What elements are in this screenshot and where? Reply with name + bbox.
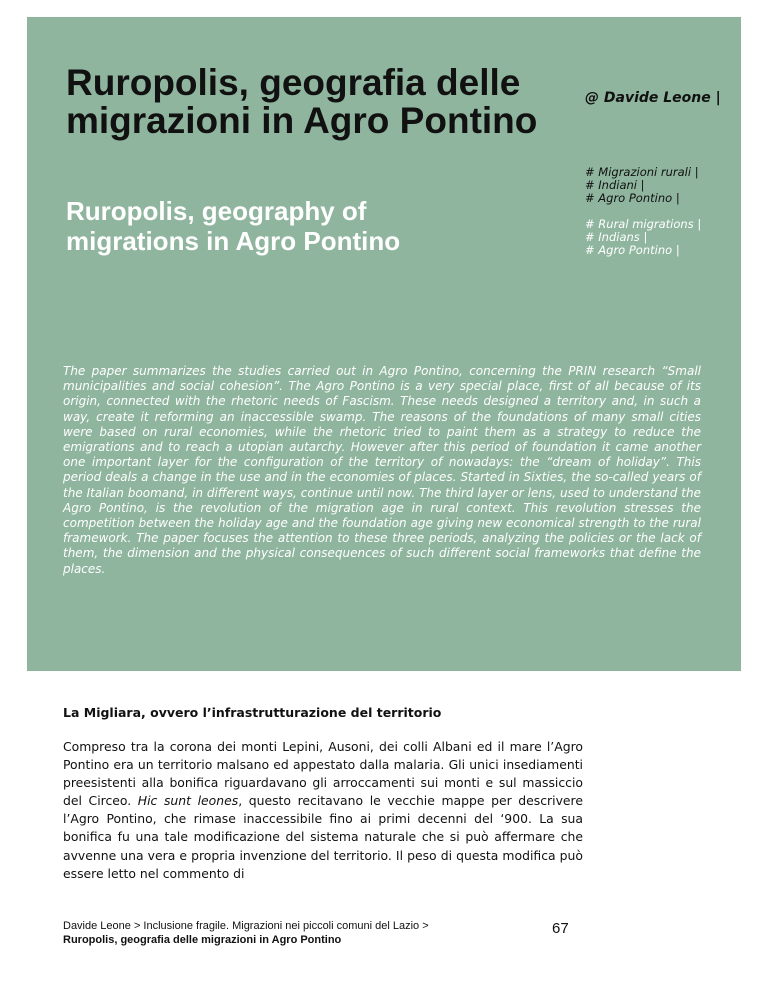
latin-phrase: Hic sunt leones [137,793,239,809]
keywords-english [585,218,735,257]
footer-breadcrumb: Davide Leone > Inclusione fragile. Migrazioni nei piccoli comuni del Lazio > [63,920,429,932]
article-subtitle-english: Ruropolis, geography of migrations in Agro Pontino [66,196,401,256]
keyword: # Rural migrations | [585,217,702,231]
keyword: # Agro Pontino | [585,243,680,257]
abstract: The paper summarizes the studies carried out in Agro Pontino, concerning the PRIN research “Small municipalities and social cohesion”. The Agro Pontino is a very special place, first of all because of its origin, connected with the rhetoric needs of Fascism. These needs designed a territory and, in such a way, create it reforming an inaccessible swamp. The reasons of the foundations of many small cities were based on rural economies, while the rhetoric tried to paint them as a strategy to reduce the emigrations and to reach a utopian autarchy. However after this period of foundation it came another one important layer for the configuration of the territory of nowadays: the “dream of holiday”. This period deals a change in the use and in the economies of places. Started in Sixties, the so-called years of the Italian boomand, in different ways, continue until now. The third layer or lens, used to understand the Agro Pontino, is the revolution of the migration age in rural context. This revolution stresses the competition between the holiday age and the foundation age giving new economical strength to the rural framework. The paper focuses the attention to these three periods, analyzing the policies or the lack of them, the dimension and the physical consequences of such different social frameworks that define the places. [63,364,701,576]
body-paragraph [63,738,583,883]
body-text-segment: , questo recitavano le vecchie mappe per descrivere l’Agro Pontino, che rimase inaccessibile fino ai primi decenni del ‘900. La sua bonifica fu una tale modificazione del sistema naturale che si può affermare che avvenne una vera e propria invenzione del territorio. Il peso di questa modifica può essere letto nel commento di [63,793,583,881]
footer-article-title: Ruropolis, geografia delle migrazioni in Agro Pontino [63,934,342,946]
keyword: # Agro Pontino | [585,191,680,205]
article-title: Ruropolis, geografia delle migrazioni in Agro Pontino [66,62,538,141]
keywords-italian [585,166,735,205]
page-number: 67 [552,920,569,937]
body-text-segment: Compreso tra la corona dei monti Lepini, Ausoni, dei colli Albani ed il mare l’Agro Pontino era un territorio malsano ed appestato dalla malaria. Gli unici insediamenti preesistenti alla bonifica riguardavano gli arroccamenti sui monti e sul massiccio del Circeo. [63,739,583,809]
keyword: # Migrazioni rurali | [585,165,699,179]
keyword: # Indians | [585,230,648,244]
section-heading: La Migliara, ovvero l’infrastrutturazione del territorio [63,705,442,720]
keyword: # Indiani | [585,178,645,192]
author-name: @ Davide Leone | [585,90,721,106]
running-footer [63,919,533,947]
